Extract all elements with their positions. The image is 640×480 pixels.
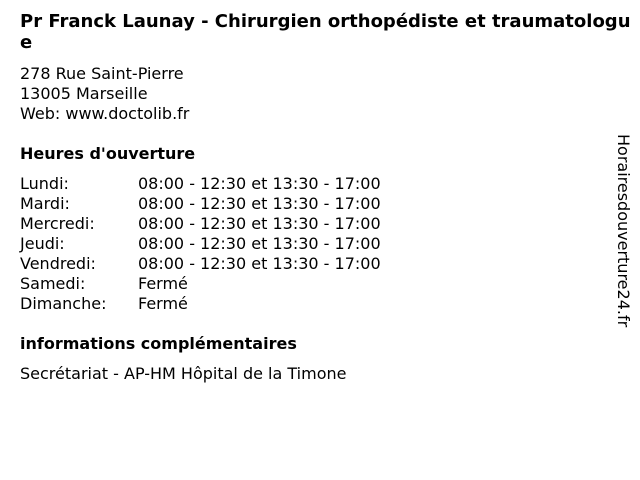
additional-info-text: Secrétariat - AP-HM Hôpital de la Timone: [20, 364, 347, 383]
day-label: Mercredi:: [20, 214, 95, 233]
page-title: Pr Franck Launay - Chirurgien orthopédiste et traumatologue: [20, 11, 631, 53]
time-value: 08:00 - 12:30 et 13:30 - 17:00: [138, 174, 381, 193]
day-label: Jeudi:: [20, 234, 65, 253]
address-block: [20, 64, 189, 124]
day-label: Lundi:: [20, 174, 69, 193]
site-watermark: Horairesdouverture24.fr: [614, 134, 633, 328]
day-label: Dimanche:: [20, 294, 107, 313]
website: Web: www.doctolib.fr: [20, 104, 190, 123]
time-value: 08:00 - 12:30 et 13:30 - 17:00: [138, 234, 381, 253]
time-value: 08:00 - 12:30 et 13:30 - 17:00: [138, 214, 381, 233]
day-label: Mardi:: [20, 194, 70, 213]
day-label: Vendredi:: [20, 254, 96, 273]
time-value: 08:00 - 12:30 et 13:30 - 17:00: [138, 254, 381, 273]
time-value: 08:00 - 12:30 et 13:30 - 17:00: [138, 194, 381, 213]
additional-info-heading: informations complémentaires: [20, 334, 297, 353]
day-label: Samedi:: [20, 274, 86, 293]
time-value: Fermé: [138, 294, 188, 313]
postal-city: 13005 Marseille: [20, 84, 148, 103]
street-address: 278 Rue Saint-Pierre: [20, 64, 184, 83]
hours-heading: Heures d'ouverture: [20, 144, 196, 163]
time-value: Fermé: [138, 274, 188, 293]
